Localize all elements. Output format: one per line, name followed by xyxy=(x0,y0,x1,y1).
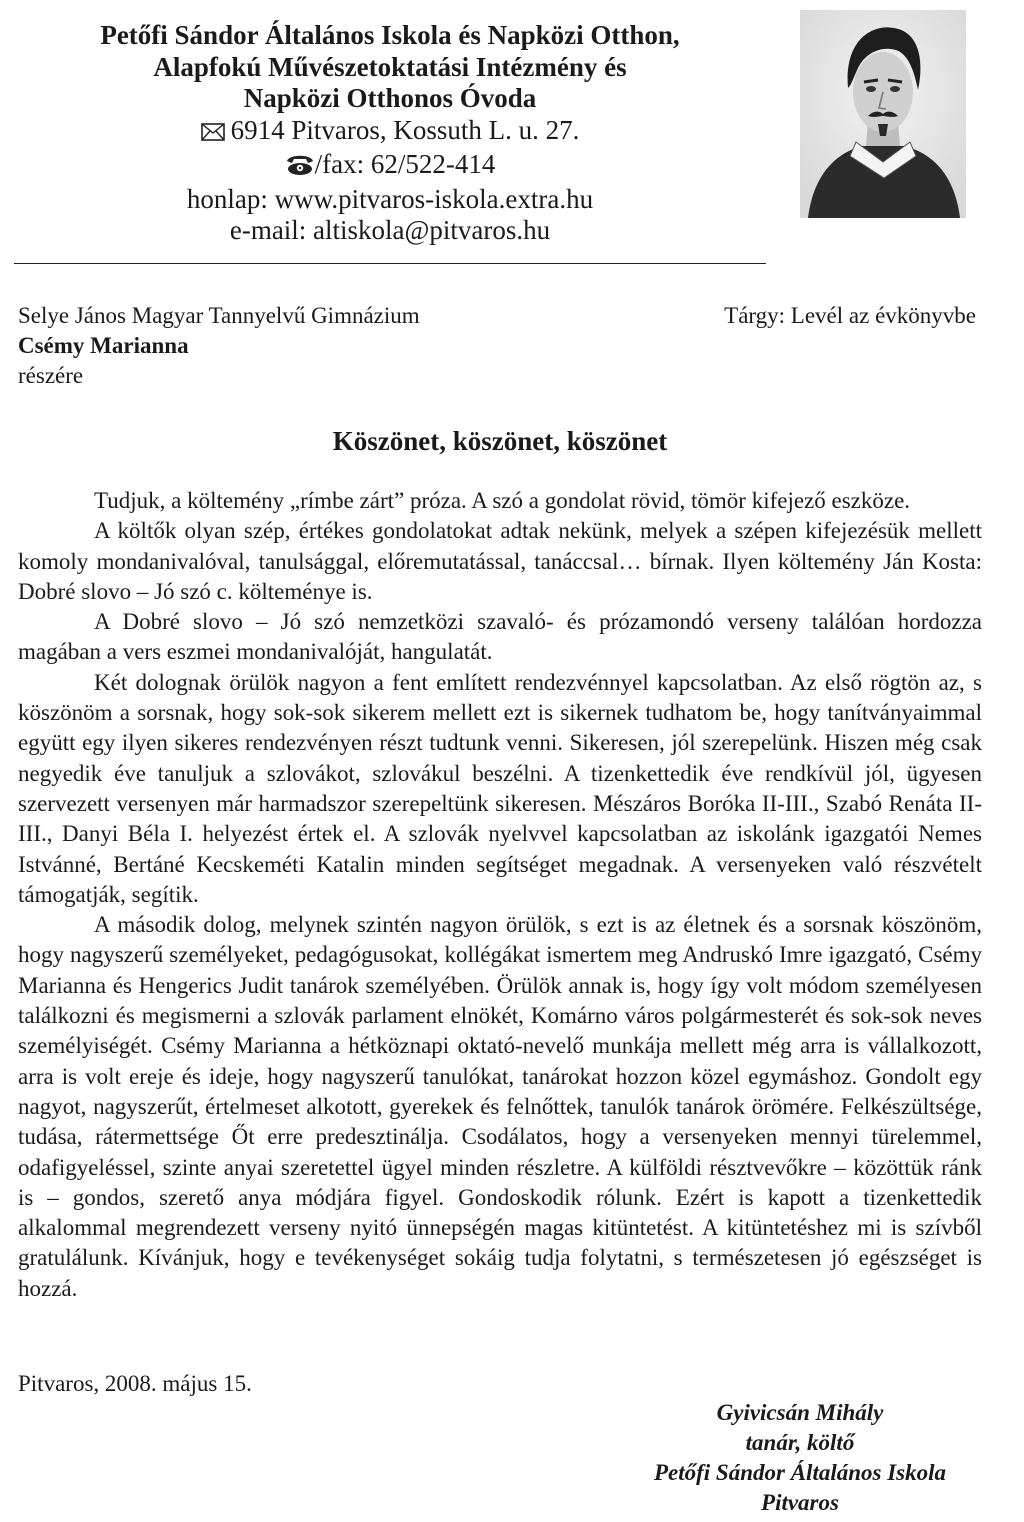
letterhead xyxy=(14,20,766,247)
signature-school: Petőfi Sándor Általános Iskola xyxy=(653,1460,947,1485)
signature-name: Gyivicsán Mihály xyxy=(716,1400,884,1425)
place-date: Pitvaros, 2008. május 15. xyxy=(18,1371,252,1396)
envelope-icon xyxy=(201,118,225,150)
body-paragraph: Tudjuk, a költemény „rímbe zárt” próza. A szó a gondolat rövid, tömör kifejező eszköze. xyxy=(94,488,911,513)
phone-fax-text: /fax: 62/522-414 xyxy=(314,149,496,179)
email-line[interactable]: e-mail: altiskola@pitvaros.hu xyxy=(229,215,551,245)
subject-line: Tárgy: Levél az évkönyvbe xyxy=(724,303,976,328)
signature-role: tanár, költő xyxy=(745,1430,855,1455)
school-name-line-1: Petőfi Sándor Általános Iskola és Napközi Otthon, xyxy=(100,20,680,50)
body-paragraph: A második dolog, melynek szintén nagyon örülök, s ezt is az életnek és a sorsnak köszönöm, hogy nagyszerű személyeket, pedagógusokat, kollégákat ismertem meg Andruskó Imre igazgató, Csémy Marianna és Hengerics Judit tanárok személyében. Örülök annak is, hogy így volt módom személyesen találkozni és megismerni a szlovák parlament elnökét, Komárno város polgármesterét és sok-sok neves személyiségét. Csémy Marianna a hétköznapi oktató-nevelő munkája mellett még arra is vállalkozott, arra is volt ereje és ideje, hogy nagyszerű tanulókat, tanárokat hozzon közel egymáshoz. Gondolt egy nagyot, nagyszerűt, értelmeset alkotott, gyerekek és felnőttek, tanulók tanárok örömére. Felkészültsége, tudása, rátermettsége Őt erre predesztinálja. Csodálatos, hogy a versenyeken mennyi türelemmel, odafigyeléssel, szinte anyai szeretettel ügyel minden részletre. A külföldi résztvevőkre – közöttük ránk is – gondos, szerető anya módjára figyel. Gondoskodik rólunk. Ezért is kapott a tizenkettedik alkalommal megrendezett verseny nyitó ünnepségén magas kitüntetést. A kitüntetéshez mi is szívből gratulálunk. Kívánjuk, hogy e tevékenységet sokáig tudja folytatni, s természetesen jó egészséget is hozzá. xyxy=(18,912,982,1301)
recipient-note: részére xyxy=(18,363,84,388)
school-name-line-3: Napközi Otthonos Óvoda xyxy=(243,83,537,113)
telephone-icon xyxy=(285,152,315,184)
letterhead-divider xyxy=(14,263,766,264)
recipient-block xyxy=(18,301,420,391)
body-paragraph: A költők olyan szép, értékes gondolatokat adtak nekünk, melyek a szépen kifejezésük mellett komoly mondanivalóval, tanulsággal, előremutatással, tanáccsal… bírnak. Ilyen költemény Ján Kosta: Dobré slovo – Jó szó c. költeménye is. xyxy=(18,518,982,604)
body-paragraph: Két dolognak örülök nagyon a fent említett rendezvénnyel kapcsolatban. Az első rögtön az, s köszönöm a sorsnak, hogy sok-sok sikerem mellett ezt is sikernek tudhatom be, hogy tanítványaimmal együtt egy ilyen sikeres rendezvényen részt tudtunk venni. Sikeresen, jól szerepelünk. Hiszen még csak negyedik éve tanuljuk a szlovákot, szlovákul beszélni. A tizenkettedik éve rendkívül jól, ügyesen szervezett versenyen már harmadszor szerepeltünk sikeresen. Mészáros Boróka II-III., Szabó Renáta II-III., Danyi Béla I. helyezést értek el. A szlovák nyelvvel kapcsolatban az iskolánk igazgatói Nemes Istvánné, Bertáné Kecskeméti Katalin minden segítséget megadnak. A versenyeken való részvételt támogatják, segítik. xyxy=(18,669,982,907)
recipient-institution: Selye János Magyar Tannyelvű Gimnázium xyxy=(18,303,420,328)
letter-body xyxy=(18,486,982,1304)
recipient-person: Csémy Marianna xyxy=(18,333,189,358)
address-line xyxy=(14,115,766,150)
body-paragraph: A Dobré slovo – Jó szó nemzetközi szavaló- és prózamondó verseny találóan hordozza magában a vers eszmei mondanivalóját, hangulatát. xyxy=(18,609,982,665)
website-line[interactable]: honlap: www.pitvaros-iskola.extra.hu xyxy=(186,183,594,214)
school-name-line-2: Alapfokú Művészetoktatási Intézmény és xyxy=(153,51,627,82)
portrait-image xyxy=(800,10,966,218)
phone-line xyxy=(14,149,766,184)
letter-title: Köszönet, köszönet, köszönet xyxy=(332,426,668,456)
signature-block xyxy=(620,1398,980,1518)
address-text: 6914 Pitvaros, Kossuth L. u. 27. xyxy=(230,114,580,145)
signature-town: Pitvaros xyxy=(761,1490,839,1515)
